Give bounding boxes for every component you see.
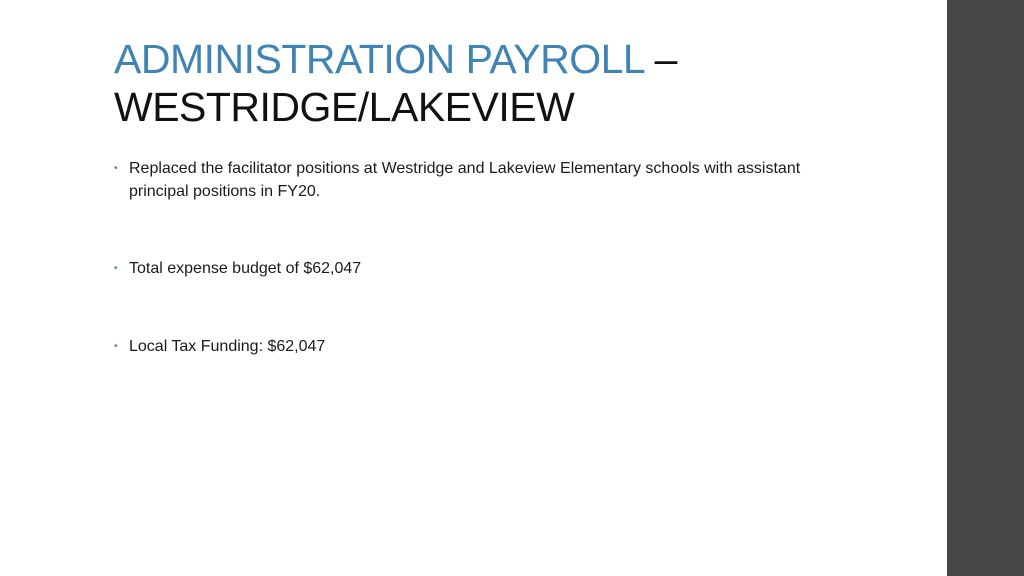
bullet-icon: •	[114, 341, 118, 352]
side-bar	[947, 0, 1024, 576]
bullet-item-expense-budget	[114, 257, 814, 280]
bullet-text: Replaced the facilitator positions at Westridge and Lakeview Elementary schools with assistant principal positions in FY20.	[129, 160, 801, 200]
bullet-icon: •	[114, 263, 118, 274]
bullet-item-local-tax-funding	[114, 335, 814, 358]
bullet-text: Total expense budget of $62,047	[129, 260, 362, 277]
slide-title	[114, 35, 914, 131]
title-rest: WESTRIDGE/LAKEVIEW	[114, 84, 575, 130]
title-dash: –	[654, 36, 677, 82]
bullet-item-facilitator-positions	[114, 157, 814, 203]
title-accent: ADMINISTRATION PAYROLL	[114, 36, 644, 82]
bullet-text: Local Tax Funding: $62,047	[129, 338, 326, 355]
bullet-icon: •	[114, 163, 118, 174]
